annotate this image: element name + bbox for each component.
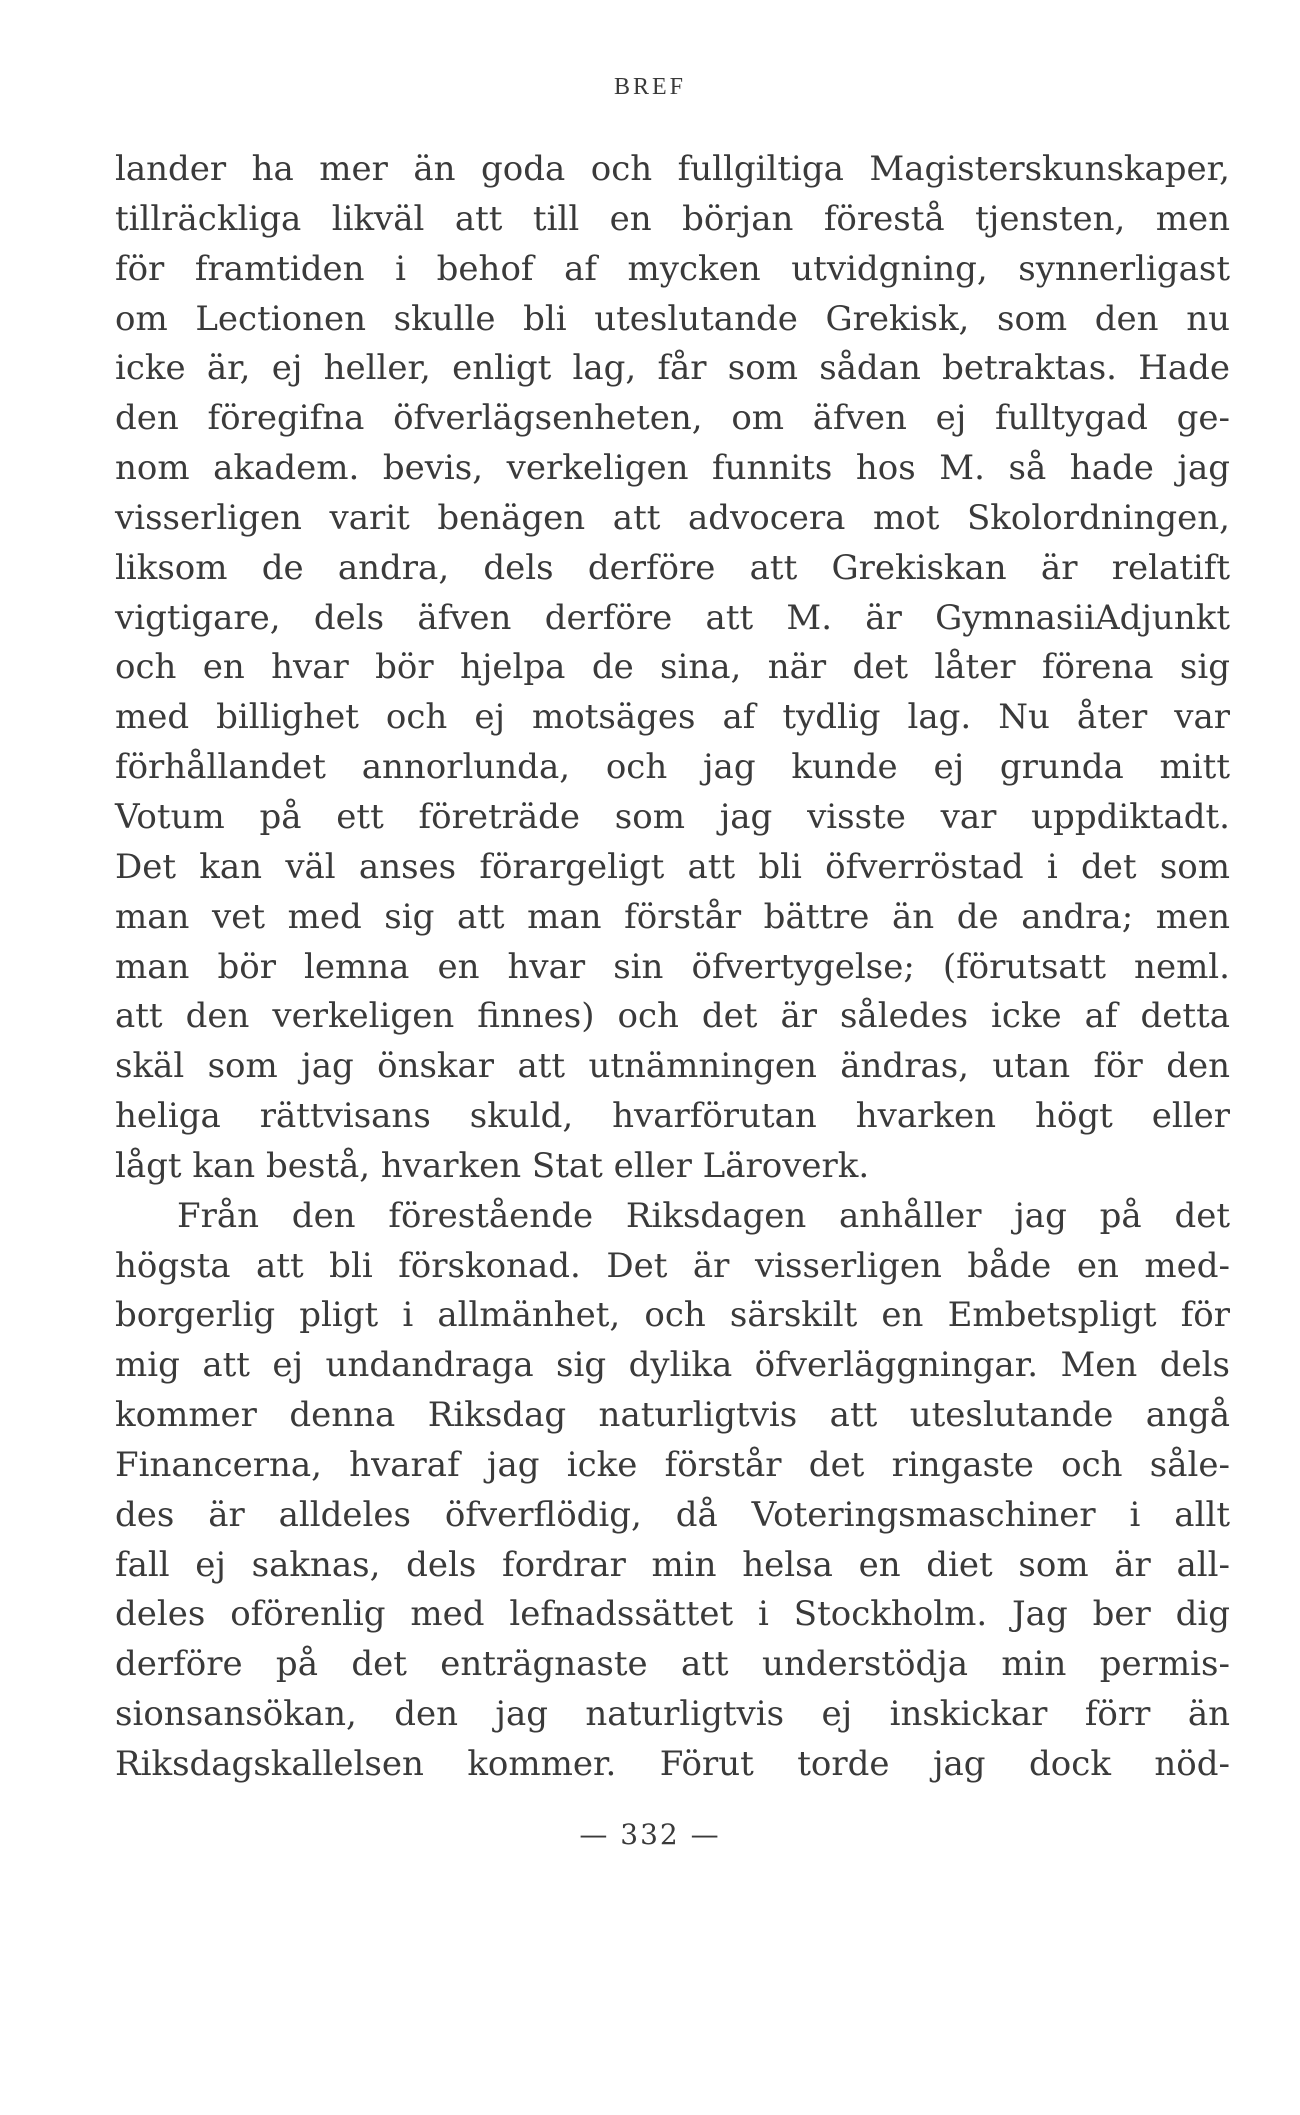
text-line: deles oförenlig med lefnadssättet i Stockholm. Jag ber dig bbox=[115, 1594, 1230, 1635]
text-line: lander ha mer än goda och fullgiltiga Magisterskunskaper, bbox=[115, 149, 1230, 189]
text-line: tillräckliga likväl att till en början förestå tjensten, men bbox=[115, 198, 1230, 239]
running-head: BREF bbox=[613, 74, 687, 100]
page-number: — 332 — bbox=[579, 1818, 721, 1851]
text-line: visserligen varit benägen att advocera mot Skolordningen, bbox=[115, 497, 1230, 538]
text-line: om Lectionen skulle bli uteslutande Grekisk, som den nu bbox=[115, 298, 1230, 339]
text-line: den föregifna öfverlägsenheten, om äfven ej fulltygad ge- bbox=[115, 398, 1230, 439]
body-text bbox=[115, 145, 1230, 1790]
text-line: heliga rättvisans skuld, hvarförutan hvarken högt eller bbox=[115, 1096, 1230, 1137]
text-line: att den verkeligen finnes) och det är således icke af detta bbox=[115, 996, 1230, 1037]
text-line: och en hvar bör hjelpa de sina, när det låter förena sig bbox=[115, 647, 1230, 688]
text-line: Financerna, hvaraf jag icke förstår det ringaste och såle- bbox=[115, 1444, 1230, 1485]
text-line: Votum på ett företräde som jag visste var uppdiktadt. bbox=[115, 796, 1230, 837]
text-line: förhållandet annorlunda, och jag kunde ej grunda mitt bbox=[115, 747, 1230, 788]
text-line: vigtigare, dels äfven derföre att M. är GymnasiiAdjunkt bbox=[115, 597, 1230, 638]
text-line: Riksdagskallelsen kommer. Förut torde jag dock nöd- bbox=[115, 1744, 1230, 1784]
text-line: man vet med sig att man förstår bättre än de andra; men bbox=[115, 896, 1230, 937]
text-line: kommer denna Riksdag naturligtvis att uteslutande angå bbox=[115, 1395, 1230, 1436]
text-line: des är alldeles öfverflödig, då Voteringsmaschiner i allt bbox=[115, 1494, 1230, 1535]
text-line: nom akadem. bevis, verkeligen funnits hos M. så hade jag bbox=[115, 448, 1230, 489]
text-line: fall ej saknas, dels fordrar min helsa en diet som är all- bbox=[115, 1544, 1230, 1585]
text-line: mig att ej undandraga sig dylika öfverläggningar. Men dels bbox=[115, 1345, 1230, 1386]
text-line: liksom de andra, dels derföre att Grekiskan är relatift bbox=[115, 547, 1230, 588]
text-line: sionsansökan, den jag naturligtvis ej inskickar förr än bbox=[115, 1694, 1230, 1735]
text-line: Det kan väl anses förargeligt att bli öfverröstad i det som bbox=[115, 846, 1230, 887]
text-line: derföre på det enträgnaste att understödja min permis- bbox=[115, 1644, 1230, 1685]
text-line: lågt kan bestå, hvarken Stat eller Läroverk. bbox=[115, 1145, 870, 1186]
text-line: högsta att bli förskonad. Det är visserligen både en med- bbox=[115, 1245, 1230, 1286]
text-line: Från den förestående Riksdagen anhåller jag på det bbox=[177, 1195, 1230, 1236]
text-line: med billighet och ej motsäges af tydlig lag. Nu åter var bbox=[115, 697, 1230, 738]
text-line: för framtiden i behof af mycken utvidgning, synnerligast bbox=[115, 248, 1230, 289]
text-line: man bör lemna en hvar sin öfvertygelse; (förutsatt neml. bbox=[115, 946, 1230, 987]
text-line: icke är, ej heller, enligt lag, får som sådan betraktas. Hade bbox=[115, 348, 1230, 389]
text-line: borgerlig pligt i allmänhet, och särskilt en Embetspligt för bbox=[115, 1295, 1230, 1336]
text-line: skäl som jag önskar att utnämningen ändras, utan för den bbox=[115, 1046, 1230, 1087]
